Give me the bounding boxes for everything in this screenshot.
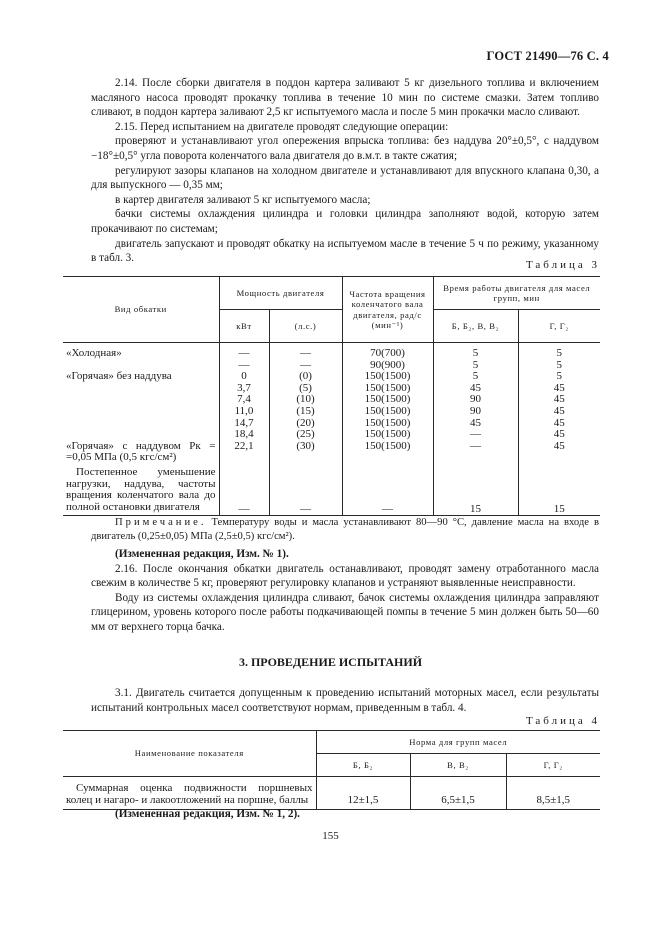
cell-g1: — [433, 441, 518, 467]
cell-kw: 14,7 [219, 418, 269, 430]
cell-freq: 150(1500) [342, 406, 433, 418]
cell-hp: (10) [269, 394, 342, 406]
cell-freq: 150(1500) [342, 418, 433, 430]
cell-g1: — [433, 429, 518, 441]
cell-kw: 11,0 [219, 406, 269, 418]
cell-mode: «Горячая» с наддувом Pк = =0,05 МПа (0,5 кгс/см²) [66, 439, 216, 464]
cell-mode [63, 406, 219, 418]
cell-g1: 45 [433, 383, 518, 395]
cell-kw: 22,1 [219, 441, 269, 467]
cell-g2: 5 [518, 343, 600, 360]
cell-g1: 90 [433, 394, 518, 406]
th-norm: Норма для групп масел [316, 731, 600, 754]
cell-hp: (25) [269, 429, 342, 441]
paragraph-oil-fill: в картер двигателя заливают 5 кг испытуемого масла; [115, 193, 371, 206]
paragraph-cooling: бачки системы охлаждения цилиндра и головки цилиндра заполняют водой, которую затем прокачивают по системам; [91, 208, 599, 235]
cell-g2: 45 [518, 418, 600, 430]
th-group2: Г, Г₂ [518, 310, 600, 343]
cell-hp: (0) [269, 371, 342, 383]
paragraph-injection: проверяют и устанавливают угол опережения впрыска топлива: без наддува 20°±0,5°, с наддувом −18°±0,5° угла поворота коленчатого вала двигателя до в.м.т. в такте сжатия; [91, 135, 599, 162]
cell-hp: — [269, 360, 342, 372]
cell-kw: — [219, 467, 269, 516]
cell-mode [63, 394, 219, 406]
cell-kw: 0 [219, 371, 269, 383]
paragraph-2-14: 2.14. После сборки двигателя в поддон картера заливают 5 кг дизельного топлива и включением масляного насоса проводят прокачку топлива в течение 10 мин по системе смазки. Затем топливо сливают, в поддон картера заливают 2,5 кг испытуемого масла и после 5 мин прокачки масло сливают. [91, 77, 599, 119]
cell-g1: 45 [433, 418, 518, 430]
cell-freq: 150(1500) [342, 383, 433, 395]
cell-g2: 5 [518, 360, 600, 372]
edit-note-1: (Измененная редакция, Изм. № 1). [115, 548, 289, 560]
th-kw: кВт [219, 310, 269, 343]
table-4-label: Таблица 4 [525, 715, 600, 727]
table-4 [63, 730, 600, 810]
cell-hp: (15) [269, 406, 342, 418]
cell-kw: — [219, 343, 269, 360]
cell-freq: — [342, 467, 433, 516]
note-text: Температуру воды и масла устанавливают 80—90 °С, давление масла на входе в двигатель (0,25±0,05) МПа (2,5±0,5) кгс/см²). [91, 517, 599, 542]
cell-mode [63, 429, 219, 441]
paragraph-glycerin: Воду из системы охлаждения цилиндра сливают, бачок системы охлаждения цилиндра заправляют глицерином, уровень которого после работы подкачивающей помпы в течение 5 мин должен быть 50—60 мм от верхнего торца бачка. [91, 591, 599, 633]
cell-mode: «Холодная» [66, 347, 122, 359]
th-mode: Вид обкатки [63, 277, 219, 343]
cell-norm-g: 8,5±1,5 [506, 777, 600, 810]
paragraphs-mid [91, 547, 599, 635]
th-freq: Частота вращения коленчатого вала двигателя, рад/с (мин⁻¹) [342, 277, 433, 343]
cell-norm-v: 6,5±1,5 [410, 777, 506, 810]
cell-g2: 45 [518, 394, 600, 406]
cell-g2: 15 [518, 467, 600, 516]
cell-g2: 45 [518, 383, 600, 395]
section-title: 3. ПРОВЕДЕНИЕ ИСПЫТАНИЙ [238, 655, 423, 669]
cell-kw: — [219, 360, 269, 372]
cell-hp: (20) [269, 418, 342, 430]
cell-hp: (5) [269, 383, 342, 395]
paragraph-2-16: 2.16. После окончания обкатки двигатель останавливают, проводят замену отработанного масла свежим в количестве 5 кг, проверяют регулировку клапанов и устраняют выявленные неисправности. [91, 562, 599, 590]
cell-kw: 3,7 [219, 383, 269, 395]
th-power: Мощность двигателя [219, 277, 342, 310]
cell-mode: Постепенное уменьшение нагрузки, наддува, частоты вращения коленчатого вала до полной остановки двигателя [66, 465, 216, 513]
note-label: Примечание. [115, 517, 207, 528]
cell-g1: 5 [433, 360, 518, 372]
cell-freq: 150(1500) [342, 394, 433, 406]
th-time: Время работы двигателя для масел групп, мин [433, 277, 600, 310]
th-group-b: Б, Б₂ [316, 754, 410, 777]
paragraphs-top [91, 76, 599, 266]
cell-g1: 15 [433, 467, 518, 516]
cell-kw: 18,4 [219, 429, 269, 441]
cell-hp: — [269, 467, 342, 516]
page-number: 155 [322, 830, 339, 842]
cell-hp: (30) [269, 441, 342, 467]
edit-note-2: (Измененная редакция, Изм. № 1, 2). [115, 808, 300, 820]
table-3 [63, 276, 600, 516]
cell-freq: 90(900) [342, 360, 433, 372]
table-3-note [91, 516, 599, 543]
th-group-v: В, В₂ [410, 754, 506, 777]
page-header: ГОСТ 21490—76 С. 4 [486, 49, 609, 63]
cell-g1: 5 [433, 343, 518, 360]
th-group1: Б, Б₂, В, В₂ [433, 310, 518, 343]
paragraph-3-1: 3.1. Двигатель считается допущенным к проведению испытаний моторных масел, если результаты испытаний контрольных масел соответствуют нормам, приведенным в табл. 4. [91, 687, 599, 714]
cell-indicator: Суммарная оценка подвижности поршневых колец и нагаро- и лакоотложений на поршне, баллы [66, 782, 313, 806]
cell-hp: — [269, 343, 342, 360]
cell-kw: 7,4 [219, 394, 269, 406]
cell-g1: 5 [433, 371, 518, 383]
cell-g2: 5 [518, 371, 600, 383]
cell-freq: 150(1500) [342, 441, 433, 467]
cell-freq: 150(1500) [342, 371, 433, 383]
th-group-g: Г, Г₂ [506, 754, 600, 777]
th-hp: (л.с.) [269, 310, 342, 343]
paragraph-valves: регулируют зазоры клапанов на холодном двигателе и устанавливают для впускного клапана 0,30, а для выпускного — 0,35 мм; [91, 164, 599, 192]
cell-freq: 70(700) [342, 343, 433, 360]
cell-g2: 45 [518, 406, 600, 418]
table-3-label: Таблица 3 [525, 259, 600, 271]
cell-g1: 90 [433, 406, 518, 418]
paragraph-run-in: двигатель запускают и проводят обкатку на испытуемом масле в течение 5 ч по режиму, указанному в табл. 3. [91, 237, 599, 265]
edit-note-2-block [91, 807, 599, 822]
cell-g2: 45 [518, 441, 600, 467]
cell-mode [63, 418, 219, 430]
paragraph-2-15: 2.15. Перед испытанием на двигателе проводят следующие операции: [115, 120, 449, 133]
cell-g2: 45 [518, 429, 600, 441]
cell-norm-b: 12±1,5 [316, 777, 410, 810]
cell-freq: 150(1500) [342, 429, 433, 441]
cell-mode: «Горячая» без наддува [66, 370, 172, 383]
paragraph-3-1-block [91, 686, 599, 715]
th-indicator: Наименование показателя [63, 731, 316, 777]
cell-mode [63, 383, 219, 395]
